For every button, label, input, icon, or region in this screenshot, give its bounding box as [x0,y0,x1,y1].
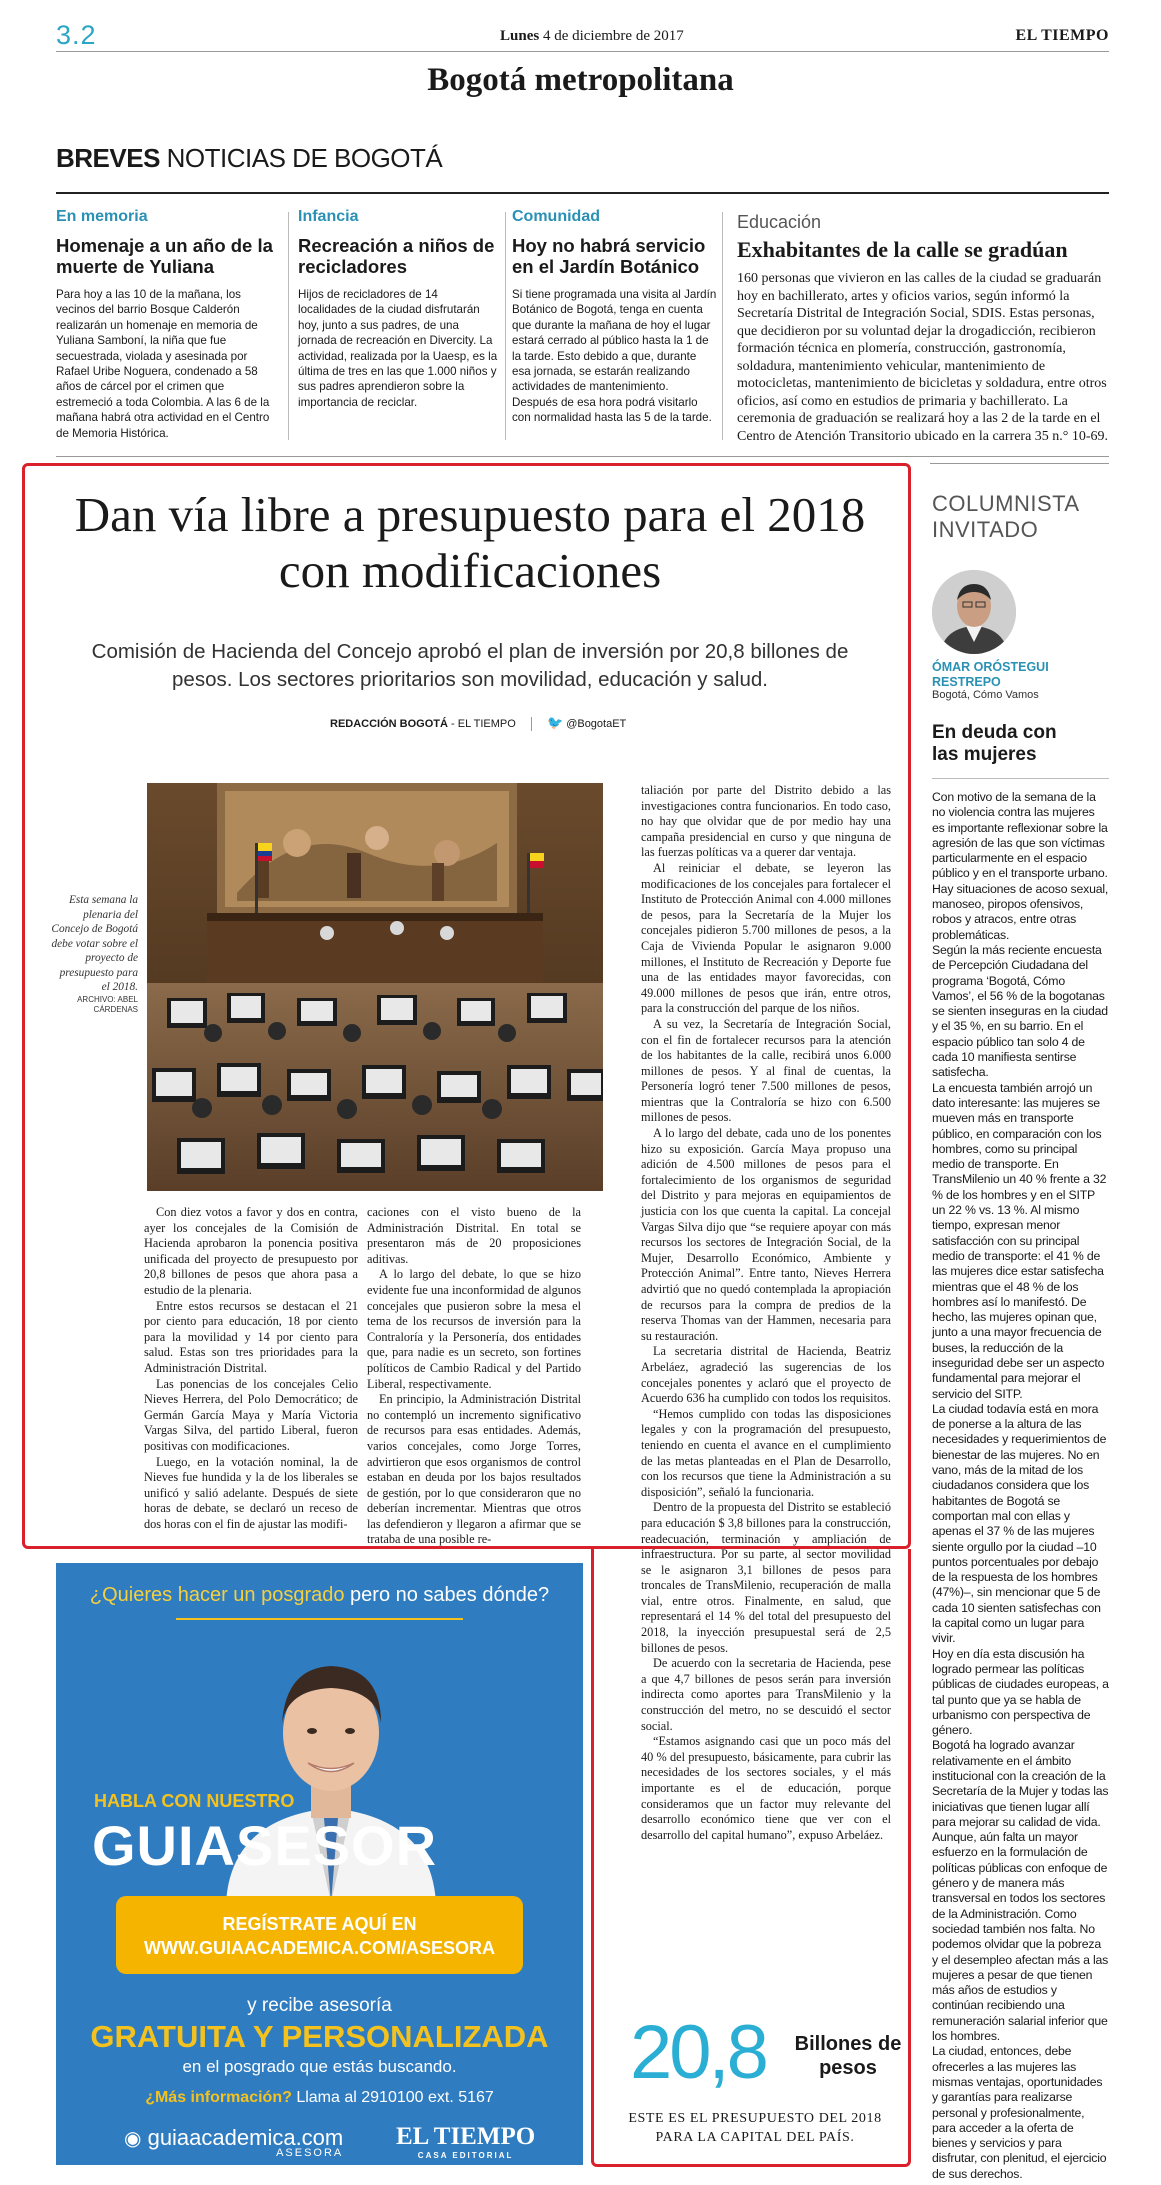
column-paragraph: Hoy en día esta discusión ha logrado permear las políticas públicas de ciudades europeas, a tal punto que ya se habla de urbanismo con perspectiva de género. [932,1646,1109,1738]
brief-divider [288,212,289,440]
logo-sub: CASA EDITORIAL [417,2151,514,2160]
column-title-rule [932,778,1109,779]
article-headline: Dan vía libre a presupuesto para el 2018 con modificaciones [74,487,866,598]
article-paragraph: Con diez votos a favor y dos en contra, ayer los concejales de la Comisión de Hacienda aprobaron la ponencia positiva unificada del proyecto de presupuesto por 20,8 billones de pesos que ahora pasa a estudio de la plenaria. [144,1205,358,1297]
ad-info-phone: Llama al 2910100 ext. 5167 [291,2089,494,2106]
logo-sub: ASESORA [276,2147,344,2159]
column-label-line-1: COLUMNISTA [932,491,1080,516]
brief-title: Homenaje a un año de la muerte de Yuliana [56,235,273,277]
article-dek: Comisión de Hacienda del Concejo aprobó el plan de inversión por 20,8 billones de pesos. Los sectores prioritarios son movilidad, educación y salud. [91,640,849,691]
guiaasesor-advertisement[interactable] [56,1563,583,2165]
article-paragraph: Dentro de la propuesta del Distrito se estableció para educación $ 3,8 billones para la construcción, readecuación, terminación y ampliación de infraestructura. Por su parte, al sector movilidad se le asignaron 3,1 billones de pesos para troncales de TransMilenio, recuperación de malla vial, entre otros. Finalmente, en salud, que representará el 14 % del total del presupuesto del 2018, la inyección presupuestal será de 2,5 billones de pesos. [641,1500,891,1655]
brief-educacion [737,212,1109,445]
article-paragraph: Entre estos recursos se destacan el 21 por ciento para educación, 18 por ciento para la movilidad y 14 por ciento para salud. Estas son tres prioridades para la Administración Distrital. [144,1298,358,1375]
article-paragraph: A lo largo del debate, lo que se hizo evidente fue una inconformidad de algunos concejales que pusieron sobre la mesa el tema de los recursos de inversión para la Contraloría y la Personería, dos entidades que, para nadie es un secreto, son fortines políticos de Cambio Radical y del Partido Liberal, respectivamente. [367,1267,581,1391]
brief-body: Para hoy a las 10 de la mañana, los vecinos del barrio Bosque Calderón realizarán un homenaje en memoria de Yuliana Samboní, la niña que fue secuestrada, violada y asesinada por Rafael Uribe Noguera, condenado a 58 años de cárcel por el crimen que estremeció a toda Colombia. A las 6 de la mañana habrá otra actividad en el Centro de Memoria Histórica. [56,288,270,440]
article-paragraph: En principio, la Administración Distrital no contempló un incremento significativo de recursos para esas entidades. Además, varios concejales, como Jorge Torres, advirtieron que esos organismos de control estaban en deuda por los bajos resultados de gestión, por lo que consideraron que no deberían incrementar. Mientras que otros las defendieron y llegaron a afirmar que se trataba de una posible re- [367,1392,581,1547]
breves-label: BREVES [56,143,160,173]
logo-text: EL TIEMPO [396,2123,536,2150]
ad-posgrado: en el posgrado que estás buscando. [182,2057,457,2076]
article-paragraph: La secretaria distrital de Hacienda, Beatriz Arbeláez, agradeció las sugerencias de los concejales ponentes y aclaró que el proyecto de Acuerdo 636 ha cumplido con todos los requisitos. [641,1344,892,1406]
article-column-3 [641,783,891,1843]
article-paragraph: caciones con el visto bueno de la Administración Distrital. En total se presentaron más de 20 proposiciones aditivas. [367,1205,581,1266]
byline-twitter: @BogotaET [566,718,627,730]
brief-body: 160 personas que vivieron en las calles de la ciudad se graduarán hoy en bachillerato, artes y oficios varios, según informó la Secretaría Distrital de Integración Social, SDIS. Estas personas, que decidieron por su voluntad dejar la drogadicción, recibieron formación técnica en plomería, construcción, gastronomía, soldadura, mantenimiento vehicular, mantenimiento de motocicletas, mantenimiento de bicicletas y soldadura, entre otros oficios, así como en estudios de primaria y bachillerato. La ceremonia de graduación se realizará hoy a las 2 de la tarde en el Centro de Atención Transitorio ubicado en la carrera 35 n.° 10-69. [737,271,1109,444]
column-paragraph: Con motivo de la semana de la no violencia contra las mujeres es importante reflexionar sobre la agresión de las que son víctimas particularmente en el espacio público y en el transporte urbano. Hay situaciones de acoso sexual, manoseo, piropos ofensivos, robos y atracos, entre otras problemáticas. [932,790,1109,942]
brief-body: Hijos de recicladores de 14 localidades de la ciudad disfrutarán hoy, junto a sus padres, de una jornada de recreación en Divercity. La actividad, realizada por la Uaesp, es la última de tres en las que 1.000 niños y sus padres aprendieron sobre la importancia de reciclar. [298,288,498,409]
article-paragraph: Al reiniciar el debate, se leyeron las modificaciones de los concejales para fortalecer el Instituto de Protección Animal con 4.000 millones de pesos, para la Secretaría de la Mujer los concejales pidieron 5.700 millones de pesos, a la Caja de Vivienda Popular le asignaron 9.000 millones, el Instituto de Recreación y Deporte fue una de las entidades mayor favorecidas, con 49.000 millones de pesos que irán, entre otros, para la construcción del parque de los niños. [641,860,891,1016]
ad-habla: HABLA CON NUESTRO [94,1791,295,1811]
masthead: EL TIEMPO [1015,27,1109,44]
brief-category: En memoria [56,208,148,225]
eltiempo-logo [396,2123,535,2160]
page-number: 3.2 [56,20,97,50]
article-paragraph: “Hemos cumplido con todas las disposiciones legales y con la programación del presupuesto, teniendo en cuenta el avance en el cumplimiento de las metas planteadas en el Plan de Desarrollo, con los recursos que tiene la Administración a su disposición”, señaló la funcionaria. [641,1406,891,1499]
guiaacademica-logo [124,2125,343,2159]
date-text: 4 de diciembre de 2017 [542,28,684,44]
brief-title: Hoy no habrá servicio en el Jardín Botánico [512,235,706,277]
columnist-name-line-2: RESTREPO [932,675,1001,689]
ad-register-button[interactable] [116,1896,523,1974]
logo-text: guiaacademica.com [147,2125,344,2150]
stat-number: 20,8 [630,2010,766,2095]
brief-body: Si tiene programada una visita al Jardín Botánico de Bogotá, tenga en cuenta que durante la mañana de hoy el lugar estará cerrado al público hasta la 1 de la tarde. Esto debido a que, durante esa jornada, se estarán realizando actividades de mantenimiento. Después de esa hora podrá visitarlo con normalidad hasta las 5 de la tarde. [512,288,717,425]
ad-cta-url: WWW.GUIAACADEMICA.COM/ASESORA [144,1938,495,1958]
ad-recibe: y recibe asesoría [247,1995,392,2016]
brief-infancia [298,208,498,410]
avatar-illustration [932,570,1016,654]
twitter-icon: 🐦 [546,715,564,730]
stat-unit: Billones de pesos [794,2033,902,2079]
article-paragraph: “Estamos asignando casi que un poco más del 40 % del presupuesto, básicamente, para cubrir las necesidades de los sectores sociales, y el más importante es el de educación, porque consideramos que un factor muy relevante del desarrollo económico tiene que ver con el desarrollo del capital humano”, expuso Arbeláez. [641,1734,891,1842]
breves-rule [56,192,1109,194]
header-rule [56,51,1109,52]
ad-info [56,2089,583,2107]
column-section-label [932,491,1080,543]
column-paragraph: La ciudad todavía está en mora de ponerse a la altura de las necesidades y requerimientos de bienestar de las mujeres. No en vano, más de la mitad de los ciudadanos considera que los habitantes de Bogotá se comportan mal con ellas y apenas el 37 % de las mujeres siente orgullo por la ciudad –10 puntos porcentuales por debajo de la respuesta de los hombres (47%)–, sin mencionar que 5 de cada 10 sienten satisfechas con la capital como un lugar para vivir. [932,1401,1107,1646]
columnist-name [932,660,1049,690]
ad-question-rest: pero no sabes dónde? [344,1584,550,1606]
brief-divider [722,212,723,440]
stat-description: ESTE ES EL PRESUPUESTO DEL 2018 PARA LA CAPITAL DEL PAÍS. [628,2111,882,2145]
ad-question [56,1584,583,1607]
brief-divider [505,212,506,440]
brief-comunidad [512,208,717,426]
article-paragraph: Las ponencias de los concejales Celio Nieves Herrera, del Polo Democrático; de Germán García Maya y María Victoria Vargas Silva, del partido Liberal, fueron positivas con modificaciones. [144,1376,358,1453]
section-title: Bogotá metropolitana [427,62,734,98]
ad-question-highlight: ¿Quieres hacer un posgrado [89,1584,345,1606]
column-paragraph: Bogotá ha logrado avanzar relativamente en el ámbito institucional con la creación de la Secretaría de la Mujer y todas las iniciativas que tienen lugar allí para mejorar su calidad de vida. Aunque, aún falta un mayor esfuerzo en la formulación de políticas públicas con enfoque de género y de manera más transversal en todos los sectores de la Administración. Como sociedad también nos falta. No podemos olvidar que la pobreza y el desempleo afectan más a las mujeres a pesar de que tienen más años de estudios y continúan recibiendo una remuneración salarial inferior que los hombres. [932,1738,1109,2044]
caption-text: Esta semana la plenaria del Concejo de Bogotá debe votar sobre el proyecto de presupuesto para el 2018. [51,894,138,993]
photo-illustration [147,783,603,1191]
brief-en-memoria [56,208,280,441]
ad-underline [176,1618,463,1620]
ad-gratuita: GRATUITA Y PERSONALIZADA [90,2019,549,2054]
date-weekday: Lunes [500,28,540,44]
columnist-affiliation: Bogotá, Cómo Vamos [932,689,1039,701]
byline-outlet: - EL TIEMPO [447,718,516,730]
ad-info-label: ¿Más información? [145,2089,292,2106]
date-line [500,28,684,45]
column-title: En deuda con las mujeres [932,722,1057,765]
brief-category: Comunidad [512,208,600,225]
brief-category: Infancia [298,208,359,225]
column-label-line-2: INVITADO [932,517,1039,542]
article-paragraph: A lo largo del debate, cada uno de los ponentes hizo su exposición. García Maya propuso una adición de 4.500 millones de pesos para el fortalecimiento de los organismos de seguridad del Distrito y para mejoras en equipamientos de justicia con los que cuenta la capital. La concejal Vargas Silva dijo que “se requiere apoyar con más recursos los sectores de Integración Social, de la Mujer, Desarrollo Económico, Ambiente y Protección Animal”. Entre tanto, Nieves Herrera advirtió que no quedó contemplada la apropiación de recursos para la compra de predios de la reserva Thomas van der Hammen, necesaria para su restauración. [641,1126,891,1343]
article-paragraph: taliación por parte del Distrito debido a las investigaciones contra funcionarios. En todo caso, no hay que olvidar que de por medio hay una campaña presidencial en curso y que ninguna de las fuerzas políticas va a querer dar ventaja. [641,783,891,860]
columnist-avatar [932,570,1016,654]
column-paragraph: La encuesta también arrojó un dato interesante: las mujeres se mueven más en transporte público, en comparación con los hombres, como su principal medio de transporte. En TransMilenio un 40 % frente a 32 % de los hombres y en el SITP un 22 % vs. 13 %. Al mismo tiempo, expresan menor satisfacción con su principal medio de transporte: el 41 % de las mujeres dice estar satisfecha mientras que el 48 % de los hombres así lo manifestó. De hecho, las mujeres opinan que, junto a una mayor frecuencia de buses, la reducción de la inseguridad debe ser un aspecto fundamental para mejorar el servicio del SITP. [932,1080,1107,1401]
article-column-1 [144,1205,358,1532]
article-paragraph: De acuerdo con la secretaria de Hacienda, pese a que 4,7 billones de pesos serán para inversión indirecta como aportes para TransMilenio y la construcción del metro, no se descuidó el sector social. [641,1656,891,1733]
article-paragraph: A su vez, la Secretaría de Integración Social, con el fin de fortalecer recursos para la atención de los habitantes de la calle, recibirá unos 6.000 millones de pesos. Y al final de cuentas, la Personería logró tener 7.500 millones de pesos, mientras que la Contraloría se hizo con 6.500 millones de pesos. [641,1016,891,1125]
byline-author: REDACCIÓN BOGOTÁ [330,718,448,730]
article-paragraph: Luego, en la votación nominal, la de Nieves fue hundida y la de los liberales se unificó y salió adelante. Después de siete horas de debate, se declaró un receso de dos horas con el fin de ajustar las modifi- [144,1454,358,1531]
column-paragraph: Según la más reciente encuesta de Percepción Ciudadana del programa ‘Bogotá, Cómo Vamos’, el 56 % de la bogotanas se sienten inseguras en la ciudad y el 35 %, en su barrio. En el espacio público tan solo 4 de cada 10 manifiesta sentirse satisfecha. [932,942,1108,1080]
globe-icon: ◉ [124,2128,142,2150]
ad-brand: GUIASESOR [92,1814,438,1877]
photo-caption [50,893,138,1015]
article-column-2 [367,1205,581,1548]
columnist-name-line-1: ÓMAR ORÓSTEGUI [932,660,1049,674]
column-top-rule [930,463,1109,464]
brief-title: Exhabitantes de la calle se gradúan [737,237,1068,262]
column-paragraph: La ciudad, entonces, debe ofrecerles a las mujeres las mismas ventajas, oportunidades y garantías para realizarse personal y profesionalmente, para acceder a la oferta de bienes y servicios y para disfrutar, con plenitud, el ejercicio de sus derechos. [932,2044,1107,2181]
breves-sublabel: NOTICIAS DE BOGOTÁ [166,143,443,173]
column-body [932,790,1109,2182]
byline-divider [531,717,532,731]
article-byline [330,715,626,731]
breves-bottom-rule [56,456,1109,457]
photo-credit: ARCHIVO: ABEL CÁRDENAS [77,994,138,1014]
brief-title: Recreación a niños de recicladores [298,235,495,277]
brief-category: Educación [737,212,822,232]
ad-cta-line-1: REGÍSTRATE AQUÍ EN [222,1914,417,1934]
council-session-photo [147,783,603,1191]
breves-heading [56,143,442,174]
